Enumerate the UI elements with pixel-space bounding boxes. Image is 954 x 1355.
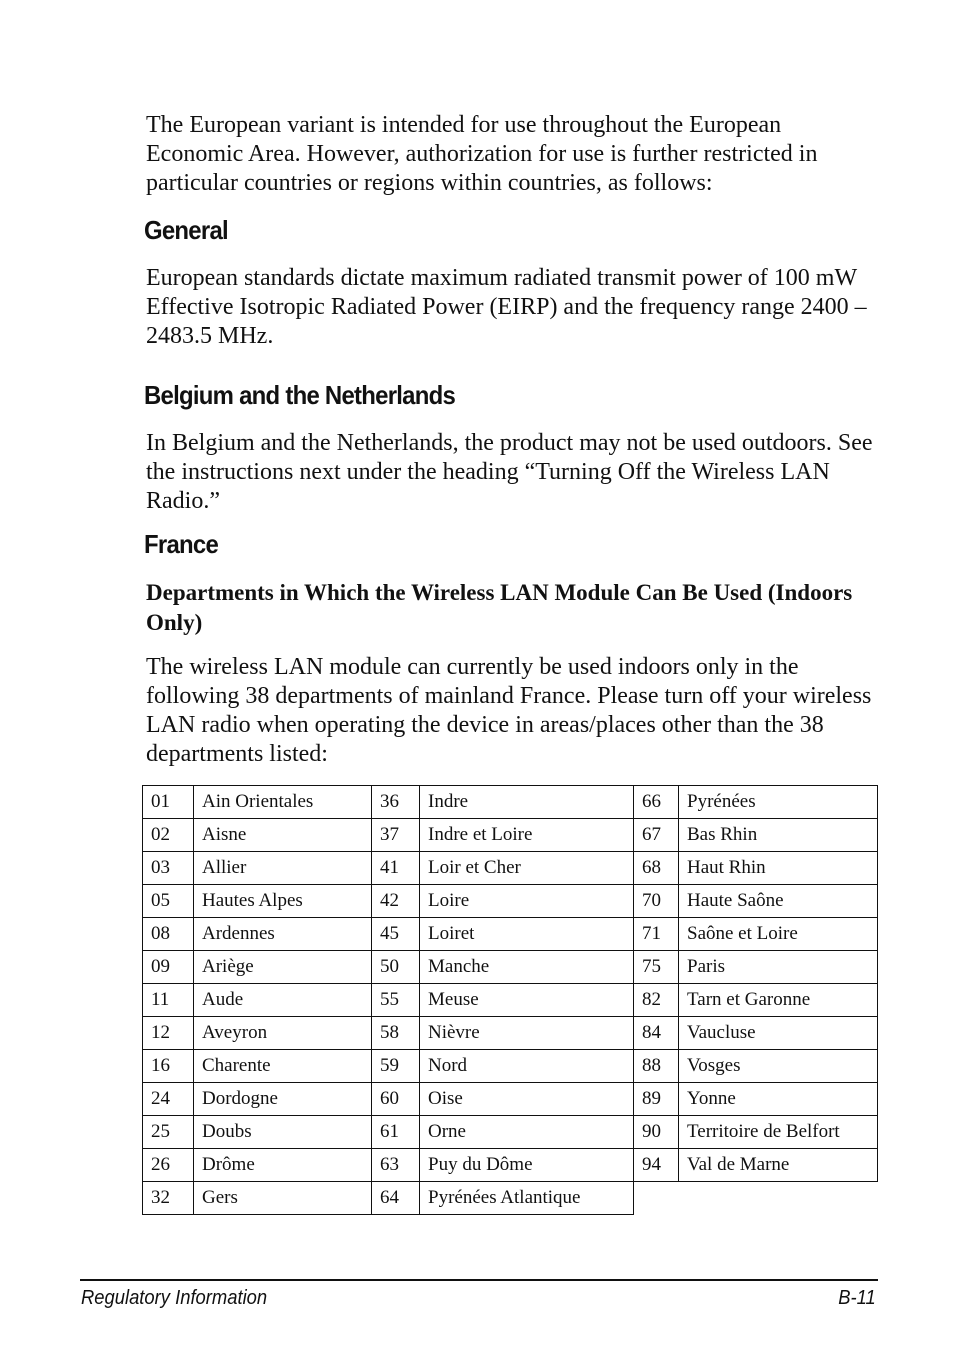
department-name: Hautes Alpes — [194, 885, 372, 918]
department-name: Bas Rhin — [679, 819, 878, 852]
department-name: Loire — [420, 885, 634, 918]
france-subheading: Departments in Which the Wireless LAN Module Can Be Used (Indoors Only) — [146, 580, 853, 635]
department-number: 84 — [634, 1017, 679, 1050]
department-number: 45 — [372, 918, 420, 951]
department-number: 25 — [143, 1116, 194, 1149]
table-row — [143, 1017, 878, 1050]
department-number: 67 — [634, 819, 679, 852]
department-number: 59 — [372, 1050, 420, 1083]
table-row — [143, 1182, 878, 1215]
department-name: Puy du Dôme — [420, 1149, 634, 1182]
department-number: 88 — [634, 1050, 679, 1083]
department-number: 82 — [634, 984, 679, 1017]
table-row — [143, 1116, 878, 1149]
department-number: 66 — [634, 786, 679, 819]
department-number: 42 — [372, 885, 420, 918]
general-paragraph: European standards dictate maximum radiated transmit power of 100 mW Effective Isotropic Radiated Power (EIRP) and the frequency range 2400 – 2483.5 MHz. — [146, 265, 867, 349]
table-row — [143, 1050, 878, 1083]
department-name: Tarn et Garonne — [679, 984, 878, 1017]
empty-cell — [634, 1182, 878, 1215]
heading-belgium-netherlands: Belgium and the Netherlands — [144, 380, 456, 410]
belgium-paragraph: In Belgium and the Netherlands, the product may not be used outdoors. See the instructions next under the heading “Turning Off the Wireless LAN Radio.” — [146, 430, 873, 514]
department-number: 89 — [634, 1083, 679, 1116]
department-number: 41 — [372, 852, 420, 885]
table-row — [143, 852, 878, 885]
department-number: 16 — [143, 1050, 194, 1083]
department-number: 32 — [143, 1182, 194, 1215]
table-row — [143, 1149, 878, 1182]
department-name: Loir et Cher — [420, 852, 634, 885]
department-number: 68 — [634, 852, 679, 885]
department-name: Aisne — [194, 819, 372, 852]
department-name: Manche — [420, 951, 634, 984]
intro-paragraph: The European variant is intended for use throughout the European Economic Area. However, authorization for use is further restricted in particular countries or regions within countries, as follows: — [146, 112, 818, 196]
department-number: 61 — [372, 1116, 420, 1149]
department-number: 01 — [143, 786, 194, 819]
department-name: Haut Rhin — [679, 852, 878, 885]
department-number: 90 — [634, 1116, 679, 1149]
department-number: 24 — [143, 1083, 194, 1116]
department-number: 03 — [143, 852, 194, 885]
department-number: 60 — [372, 1083, 420, 1116]
heading-france: France — [144, 529, 219, 559]
department-name: Indre et Loire — [420, 819, 634, 852]
table-row — [143, 819, 878, 852]
department-name: Aude — [194, 984, 372, 1017]
department-name: Pyrénées Atlantique — [420, 1182, 634, 1215]
department-name: Haute Saône — [679, 885, 878, 918]
department-number: 58 — [372, 1017, 420, 1050]
footer-rule — [80, 1279, 878, 1281]
department-name: Ariège — [194, 951, 372, 984]
department-number: 08 — [143, 918, 194, 951]
department-number: 26 — [143, 1149, 194, 1182]
department-number: 71 — [634, 918, 679, 951]
department-name: Nord — [420, 1050, 634, 1083]
department-name: Allier — [194, 852, 372, 885]
department-number: 94 — [634, 1149, 679, 1182]
department-number: 55 — [372, 984, 420, 1017]
department-name: Yonne — [679, 1083, 878, 1116]
footer-section-title: Regulatory Information — [81, 1287, 268, 1309]
department-name: Nièvre — [420, 1017, 634, 1050]
france-paragraph: The wireless LAN module can currently be used indoors only in the following 38 departments of mainland France. Please turn off your wireless LAN radio when operating the device in areas/places other than the 38 departments listed: — [146, 654, 872, 767]
table-row — [143, 885, 878, 918]
department-name: Indre — [420, 786, 634, 819]
table-row — [143, 1083, 878, 1116]
department-name: Saône et Loire — [679, 918, 878, 951]
department-number: 37 — [372, 819, 420, 852]
department-number: 70 — [634, 885, 679, 918]
table-row — [143, 951, 878, 984]
department-number: 75 — [634, 951, 679, 984]
departments-table — [142, 785, 878, 1215]
department-number: 09 — [143, 951, 194, 984]
department-name: Paris — [679, 951, 878, 984]
department-name: Drôme — [194, 1149, 372, 1182]
department-name: Ain Orientales — [194, 786, 372, 819]
department-number: 12 — [143, 1017, 194, 1050]
department-number: 36 — [372, 786, 420, 819]
department-name: Ardennes — [194, 918, 372, 951]
department-name: Val de Marne — [679, 1149, 878, 1182]
department-name: Orne — [420, 1116, 634, 1149]
department-number: 50 — [372, 951, 420, 984]
table-row — [143, 786, 878, 819]
department-name: Territoire de Belfort — [679, 1116, 878, 1149]
department-name: Dordogne — [194, 1083, 372, 1116]
department-name: Vaucluse — [679, 1017, 878, 1050]
department-name: Charente — [194, 1050, 372, 1083]
department-name: Oise — [420, 1083, 634, 1116]
department-number: 63 — [372, 1149, 420, 1182]
department-name: Pyrénées — [679, 786, 878, 819]
department-number: 05 — [143, 885, 194, 918]
department-name: Meuse — [420, 984, 634, 1017]
footer-page-number: B-11 — [838, 1287, 876, 1309]
department-number: 11 — [143, 984, 194, 1017]
department-name: Aveyron — [194, 1017, 372, 1050]
department-name: Doubs — [194, 1116, 372, 1149]
department-number: 02 — [143, 819, 194, 852]
table-row — [143, 984, 878, 1017]
department-number: 64 — [372, 1182, 420, 1215]
table-row — [143, 918, 878, 951]
heading-general: General — [144, 215, 228, 245]
departments-table-body — [143, 786, 878, 1215]
department-name: Vosges — [679, 1050, 878, 1083]
department-name: Loiret — [420, 918, 634, 951]
department-name: Gers — [194, 1182, 372, 1215]
